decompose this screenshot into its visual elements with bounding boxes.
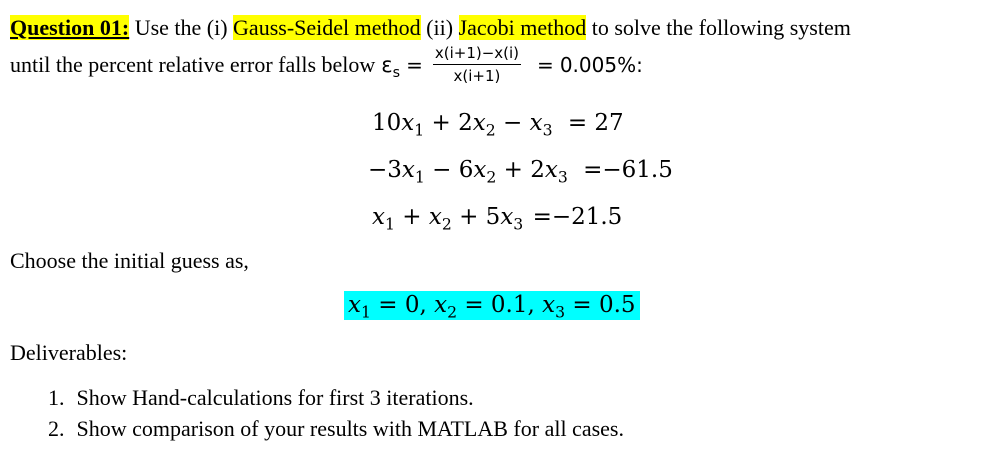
initial-guess-values: $x_1 = 0$, $x_2 = 0.1$, $x_3 = 0.5$ [344,291,640,320]
equation-3: $x_1 + x_2 + 5x_3 =-21.5$ [372,204,623,234]
fraction-denominator: x(i+1) [453,67,501,85]
list-item-number: 2. [48,416,65,441]
tolerance-value: 0.005%: [559,52,643,77]
fraction-numerator: x(i+1)−x(i) [433,44,521,65]
initial-guess-text: Choose the initial guess as, [10,248,249,273]
list-item-number: 1. [48,385,65,410]
question-intro: Use the (i) [134,15,228,40]
method-jacobi: Jacobi method [458,15,587,40]
question-rest: to solve the following system [591,15,851,40]
question-label: Question 01: [10,15,130,40]
relative-error-fraction [433,44,521,85]
equals-sign: = [406,52,423,77]
list-item [48,385,624,411]
question-line-1 [10,15,851,41]
equation-2: $-3x_1 - 6x_2 + 2x_3 =-61.5$ [368,157,673,187]
question-mid: (ii) [426,15,454,40]
question-line-2-text: until the percent relative error falls below [10,51,376,77]
deliverables-heading: Deliverables: [10,340,128,365]
equals-sign-2: = [537,52,554,77]
method-gauss-seidel: Gauss-Seidel method [233,15,421,40]
list-item [48,416,624,442]
list-item-text: Show comparison of your results with MATLAB for all cases. [76,416,624,441]
equation-1: $10x_1 + 2x_2 - x_3 = 27$ [372,110,624,140]
question-line-2 [10,44,643,85]
deliverables-list [48,385,624,442]
epsilon-symbol: $\varepsilon_s$ [381,52,401,81]
list-item-text: Show Hand-calculations for first 3 iterations. [76,385,474,410]
